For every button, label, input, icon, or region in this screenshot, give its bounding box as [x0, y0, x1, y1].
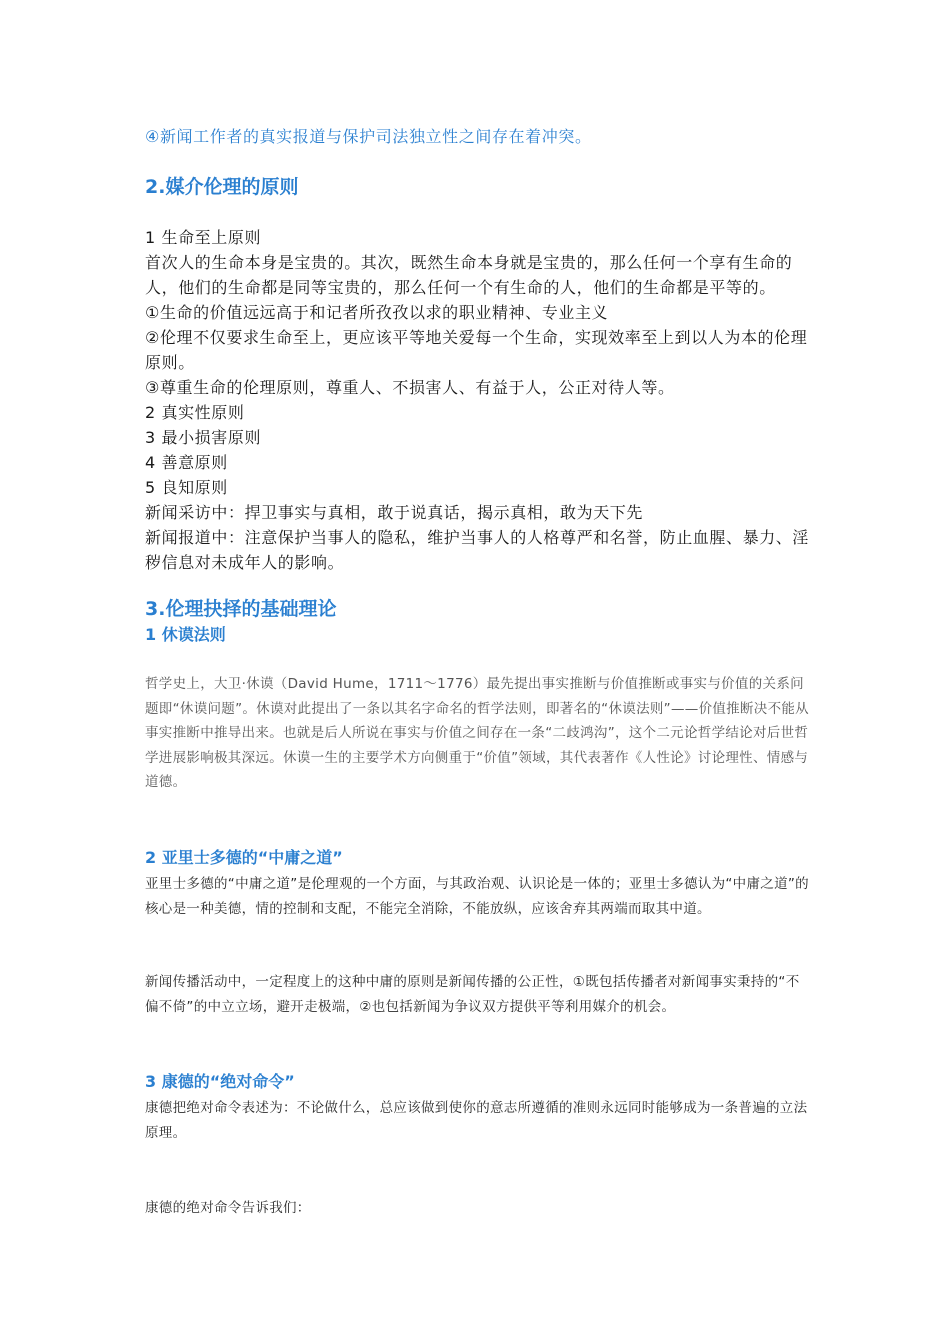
section-2-heading: 2.媒介伦理的原则 [145, 176, 299, 198]
kant-para-2: 康德的绝对命令告诉我们： [145, 1200, 311, 1216]
intro-item: ④新闻工作者的真实报道与保护司法独立性之间存在着冲突。 [145, 127, 592, 146]
aristotle-title: 2 亚里士多德的“中庸之道” [145, 848, 343, 867]
principle-1-title: 1 生命至上原则 [145, 228, 262, 247]
principle-2-title: 2 真实性原则 [145, 403, 245, 422]
principle-1-para: 首次人的生命本身是宝贵的。其次，既然生命本身就是宝贵的，那么任何一个享有生命的人，他们的生命都是同等宝贵的，那么任何一个有生命的人，他们的生命都是平等的。 [145, 253, 793, 297]
hume-law-para: 哲学史上，大卫·休谟（David Hume，1711～1776）最先提出事实推断与价值推断或事实与价值的关系问题即“休谟问题”。休谟对此提出了一条以其名字命名的哲学法则，即著名的“休谟法则”——价值推断决不能从事实推断中推导出来。也就是后人所说在事实与价值之间存在一条“二歧鸿沟”，这个二元论哲学结论对后世哲学进展影响极其深远。休谟一生的主要学术方向侧重于“价值”领域，其代表著作《人性论》讨论理性、情感与道德。 [145, 676, 809, 790]
section-3-heading: 3.伦理抉择的基础理论 [145, 598, 337, 620]
principle-5-title: 5 良知原则 [145, 478, 228, 497]
aristotle-para-2: 新闻传播活动中，一定程度上的这种中庸的原则是新闻传播的公正性，①既包括传播者对新闻事实秉持的“不偏不倚”的中立立场，避开走极端，②也包括新闻为争议双方提供平等利用媒介的机会。 [145, 974, 800, 1015]
section-2-body [145, 225, 810, 575]
principle-1-point-1: ①生命的价值远远高于和记者所孜孜以求的职业精神、专业主义 [145, 303, 609, 322]
kant-para-1: 康德把绝对命令表述为：不论做什么，总应该做到使你的意志所遵循的准则永远同时能够成为一条普遍的立法原理。 [145, 1100, 808, 1141]
principle-1-point-2: ②伦理不仅要求生命至上，更应该平等地关爱每一个生命，实现效率至上到以人为本的伦理原则。 [145, 328, 808, 372]
principle-1-point-3: ③尊重生命的伦理原则，尊重人、不损害人、有益于人，公正对待人等。 [145, 378, 675, 397]
kant-title: 3 康德的“绝对命令” [145, 1072, 295, 1091]
principle-4-title: 4 善意原则 [145, 453, 228, 472]
interview-note: 新闻采访中：捍卫事实与真相，敢于说真话，揭示真相，敢为天下先 [145, 503, 644, 522]
hume-law-title: 1 休谟法则 [145, 625, 226, 644]
aristotle-para-1: 亚里士多德的“中庸之道”是伦理观的一个方面，与其政治观、认识论是一体的；亚里士多德认为“中庸之道”的核心是一种美德，情的控制和支配，不能完全消除，不能放纵，应该舍弃其两端而取其中道。 [145, 876, 809, 917]
reporting-note: 新闻报道中：注意保护当事人的隐私，维护当事人的人格尊严和名誉，防止血腥、暴力、淫秽信息对未成年人的影响。 [145, 528, 810, 572]
principle-3-title: 3 最小损害原则 [145, 428, 262, 447]
